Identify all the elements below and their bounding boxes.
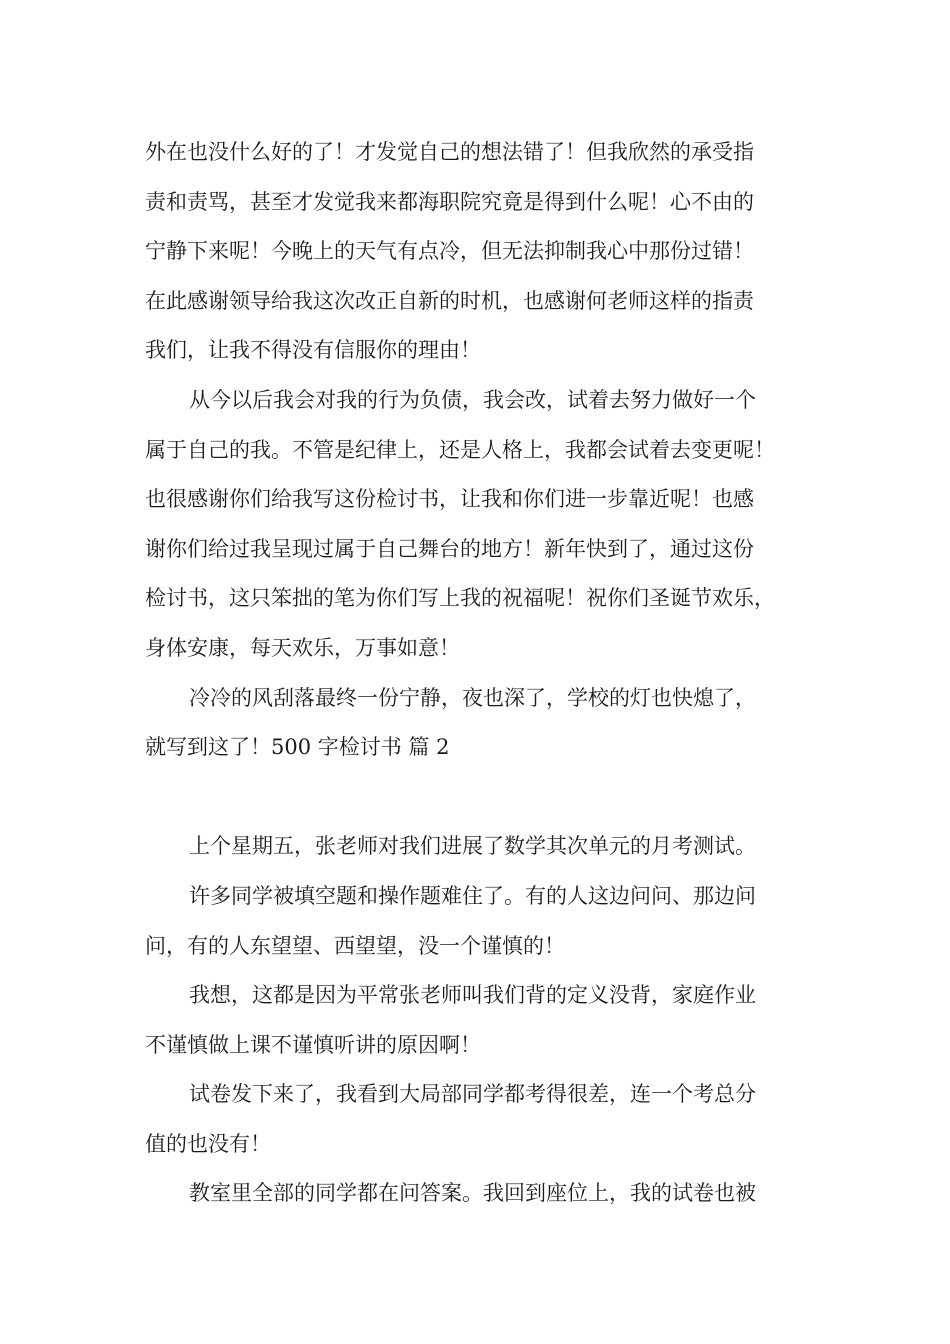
text-line: 上个星期五，张老师对我们进展了数学其次单元的月考测试。 [189,834,756,859]
text-line: 从今以后我会对我的行为负债，我会改，试着去努力做好一个 [189,387,756,412]
text-line: 冷冷的风刮落最终一份宁静，夜也深了，学校的灯也快熄了， [189,685,756,710]
text-line: 值的也没有！ [145,1131,271,1156]
text-line: 身体安康，每天欢乐，万事如意！ [145,635,460,660]
text-line: 也很感谢你们给我写这份检讨书，让我和你们进一步靠近呢！也感 [145,487,754,512]
text-line: 宁静下来呢！今晚上的天气有点冷，但无法抑制我心中那份过错！ [145,239,754,264]
text-line: 问，有的人东望望、西望望，没一个谨慎的！ [145,933,565,958]
text-line: 我想，这都是因为平常张老师叫我们背的定义没背，家庭作业 [189,983,756,1008]
document-body [145,128,825,1219]
blank-line [145,773,825,823]
text-line: 教室里全部的同学都在问答案。我回到座位上，我的试卷也被 [189,1181,756,1206]
text-line: 检讨书，这只笨拙的笔为你们写上我的祝福呢！祝你们圣诞节欢乐， [145,586,775,611]
text-line: 就写到这了！500 字检讨书 篇 2 [145,735,450,760]
text-line: 试卷发下来了，我看到大局部同学都考得很差，连一个考总分 [189,1082,756,1107]
text-line: 谢你们给过我呈现过属于自己舞台的地方！新年快到了，通过这份 [145,536,754,561]
text-line: 责和责骂，甚至才发觉我来都海职院究竟是得到什么呢！心不由的 [145,189,754,214]
text-line: 我们，让我不得没有信服你的理由！ [145,338,481,363]
text-line: 在此感谢领导给我这次改正自新的时机，也感谢何老师这样的指责 [145,288,754,313]
text-line: 许多同学被填空题和操作题难住了。有的人这边问问、那边问 [189,883,756,908]
text-line: 属于自己的我。不管是纪律上，还是人格上，我都会试着去变更呢！ [145,437,775,462]
text-line: 不谨慎做上课不谨慎听讲的原因啊！ [145,1032,481,1057]
text-line: 外在也没什么好的了！才发觉自己的想法错了！但我欣然的承受指 [145,140,754,164]
